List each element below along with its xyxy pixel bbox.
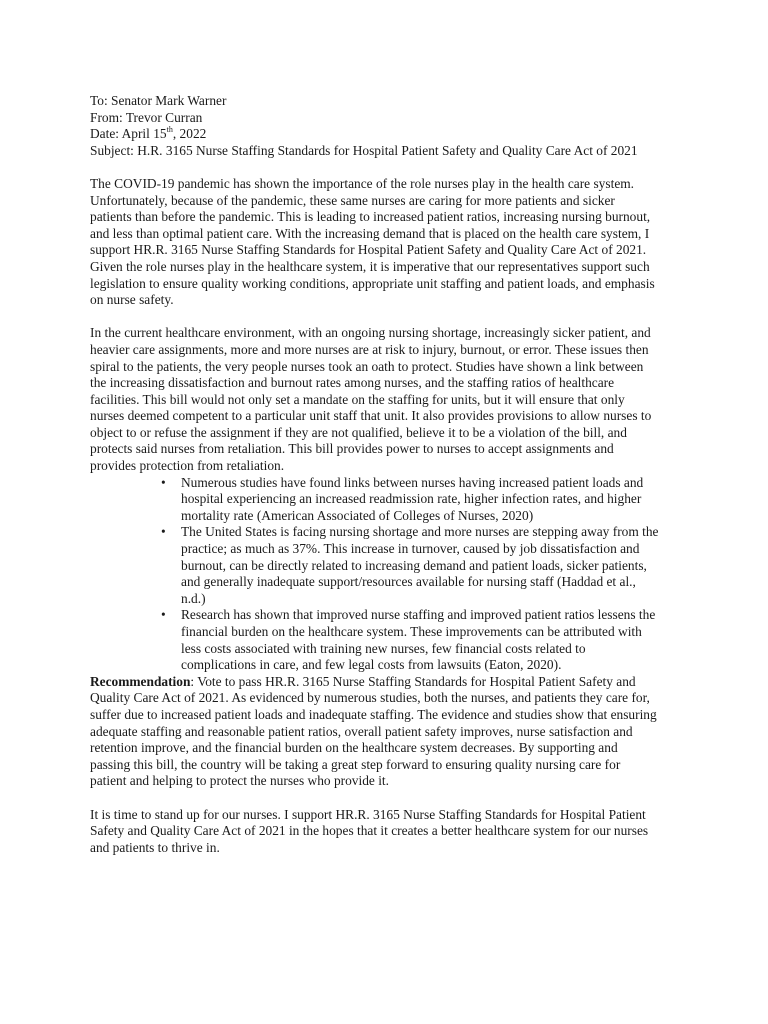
- paragraph-line: nurses deemed competent to a particular unit staff that unit. It also provides provisions to allow nurses to: [90, 408, 652, 424]
- bullet-line: n.d.): [181, 590, 206, 606]
- recommendation-label: Recommendation: [90, 673, 191, 689]
- memo-header: [90, 93, 676, 159]
- paragraph-line: retention improve, and the financial burden on the healthcare system decreases. By supporting and: [90, 740, 618, 756]
- evidence-bullet-list: [90, 475, 676, 674]
- memo-date-suffix: , 2022: [172, 126, 207, 142]
- bullet-line: financial burden on the healthcare system. These improvements can be attributed with: [181, 624, 642, 639]
- paragraph-line: protects said nurses from retaliation. This bill provides power to nurses to accept assignments and: [90, 441, 614, 457]
- bullet-line: The United States is facing nursing shortage and more nurses are stepping away from the: [181, 524, 659, 540]
- bullet-line: Research has shown that improved nurse staffing and improved patient ratios lessens the: [181, 607, 656, 623]
- bullet-line: Numerous studies have found links between nurses having increased patient loads and: [181, 474, 644, 490]
- paragraph-line: adequate staffing and reasonable patient ratios, overall patient safety improves, nurse satisfaction and: [90, 723, 633, 739]
- paragraph-line: provides protection from retaliation.: [90, 458, 285, 474]
- memo-document: [90, 93, 676, 856]
- paragraph-line: the increasing dissatisfaction and burnout rates among nurses, and the staffing ratios of healthcare: [90, 375, 615, 391]
- paragraph-line: The COVID-19 pandemic has shown the importance of the role nurses play in the health care system.: [90, 175, 635, 191]
- paragraph-line: legislation to ensure quality working conditions, appropriate unit staffing and patient loads, and emphasis: [90, 275, 655, 291]
- environment-paragraph: [90, 325, 676, 474]
- paragraph-line: patients than before the pandemic. This is leading to increased patient ratios, increasing nursing burnout,: [90, 209, 651, 225]
- bullet-icon: •: [161, 524, 166, 540]
- paragraph-line: passing this bill, the country will be taking a great step forward to ensuring quality nursing care for: [90, 756, 621, 772]
- paragraph-line: and less than optimal patient care. With the increasing demand that is placed on the health care system, I: [90, 225, 650, 241]
- paragraph-line: Safety and Quality Care Act of 2021 in the hopes that it creates a better healthcare system for our nurses: [90, 823, 649, 839]
- paragraph-line: Unfortunately, because of the pandemic, these same nurses are caring for more patients and sicker: [90, 192, 615, 208]
- bullet-line: and generally inadequate support/resources available for nursing staff (Haddad et al.,: [181, 574, 636, 590]
- paragraph-line: facilities. This bill would not only set a mandate on the staffing for units, but it will ensure that only: [90, 391, 625, 407]
- paragraph-line: and patients to thrive in.: [90, 839, 220, 855]
- memo-date-prefix: Date: April 15: [90, 126, 167, 142]
- closing-paragraph: [90, 807, 676, 857]
- bullet-line: mortality rate (American Associated of Colleges of Nurses, 2020): [181, 507, 534, 523]
- bullet-item: [90, 475, 676, 525]
- bullet-line: less costs associated with training new nurses, few financial costs related to: [181, 640, 586, 656]
- paragraph-line: patient and helping to protect the nurses who provide it.: [90, 773, 389, 789]
- bullet-line: hospital experiencing an increased readmission rate, higher infection rates, and higher: [181, 491, 642, 507]
- paragraph-line: It is time to stand up for our nurses. I support HR.R. 3165 Nurse Staffing Standards for Hospital Patient: [90, 806, 646, 822]
- memo-from: From: Trevor Curran: [90, 109, 203, 125]
- paragraph-line: spiral to the patients, the very people nurses took an oath to protect. Studies have shown a link between: [90, 358, 644, 374]
- paragraph-line: on nurse safety.: [90, 292, 174, 308]
- memo-to: To: Senator Mark Warner: [90, 93, 227, 108]
- intro-paragraph: [90, 176, 676, 309]
- paragraph-line: In the current healthcare environment, with an ongoing nursing shortage, increasingly sicker patient, and: [90, 325, 651, 341]
- recommendation-paragraph: [90, 674, 676, 790]
- bullet-item: [90, 607, 676, 673]
- paragraph-line: suffer due to increased patient loads and inadequate staffing. The evidence and studies show that ensuring: [90, 706, 657, 722]
- bullet-item: [90, 524, 676, 607]
- paragraph-line: object to or refuse the assignment if they are not qualified, believe it to be a violation of the bill, and: [90, 424, 627, 440]
- paragraph-line: heavier care assignments, more and more nurses are at risk to injury, burnout, or error. These issues then: [90, 341, 649, 357]
- memo-date: [90, 126, 676, 143]
- bullet-icon: •: [161, 474, 166, 490]
- bullet-line: burnout, can be directly related to increasing demand and patient loads, sicker patients,: [181, 557, 647, 573]
- recommendation-first-line: [90, 674, 676, 691]
- bullet-line: practice; as much as 37%. This increase in turnover, caused by job dissatisfaction and: [181, 541, 640, 557]
- memo-subject: Subject: H.R. 3165 Nurse Staffing Standards for Hospital Patient Safety and Quality Care Act of 2021: [90, 142, 638, 158]
- recommendation-first-line-text: : Vote to pass HR.R. 3165 Nurse Staffing Standards for Hospital Patient Safety and: [190, 673, 636, 689]
- paragraph-line: Quality Care Act of 2021. As evidenced by numerous studies, both the nurses, and patients they care for,: [90, 690, 650, 706]
- memo-date-superscript: th: [166, 124, 173, 134]
- bullet-line: complications in care, and few legal costs from lawsuits (Eaton, 2020).: [181, 657, 562, 673]
- paragraph-line: support HR.R. 3165 Nurse Staffing Standards for Hospital Patient Safety and Quality Care Act of 2021.: [90, 242, 647, 258]
- bullet-icon: •: [161, 607, 166, 623]
- paragraph-line: Given the role nurses play in the healthcare system, it is imperative that our representatives support such: [90, 258, 650, 274]
